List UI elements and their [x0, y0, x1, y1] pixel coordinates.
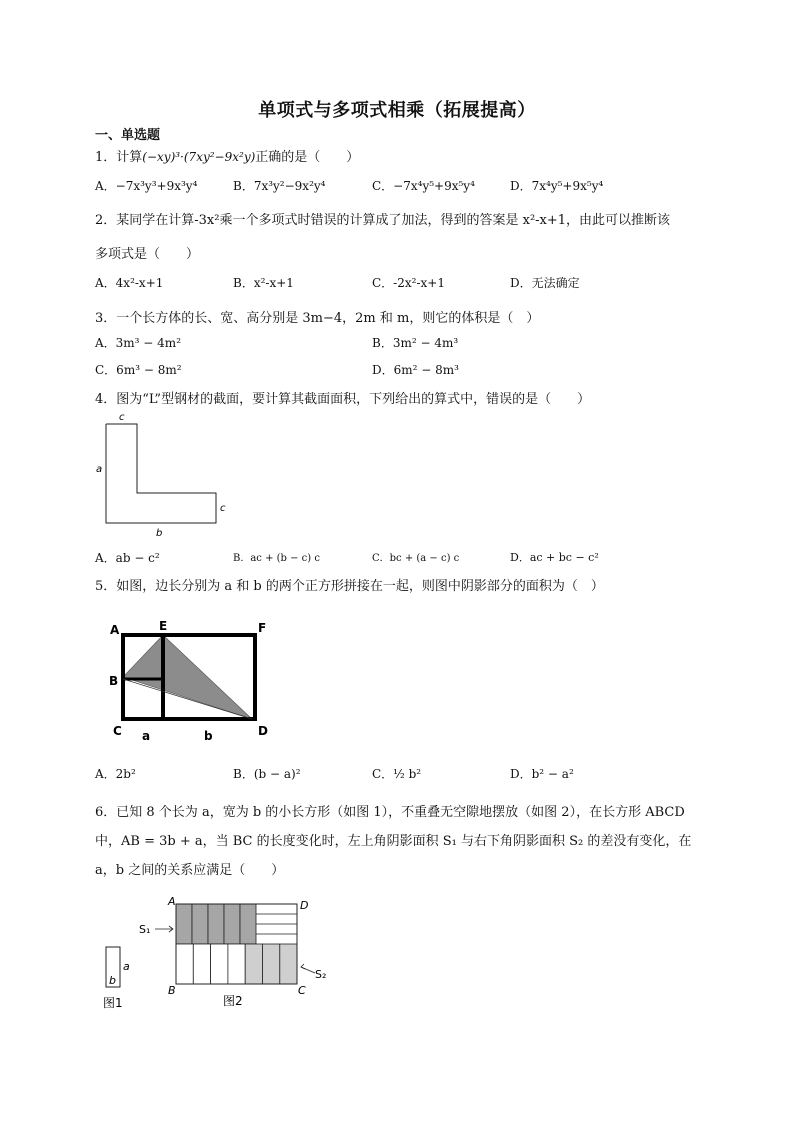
point-label-e: E — [159, 619, 168, 633]
two-squares-figure — [100, 612, 280, 747]
question-1 — [95, 146, 359, 165]
q2-stem-line1: 2．某同学在计算-3x²乘一个多项式时错误的计算成了加法，得到的答案是 x²-x+1，由此可以推断该 — [95, 213, 671, 228]
bottom-row-rects — [176, 944, 297, 984]
point-label-b: B — [109, 674, 119, 688]
q1-option-d[interactable]: D．7x⁴y⁵+9x⁵y⁴ — [510, 179, 604, 193]
shaded-rect-s1 — [208, 904, 224, 944]
l-label-left-a: a — [96, 464, 103, 475]
section-heading: 一、单选题 — [95, 128, 161, 143]
q4-stem: 4．图为“L”型钢材的截面，要计算其截面面积，下列给出的算式中，错误的是（ ） — [95, 392, 591, 407]
blank-rect — [176, 944, 193, 984]
point-label-c: C — [113, 724, 122, 738]
fig2-caption: 图2 — [223, 994, 243, 1008]
blank-rect — [193, 944, 210, 984]
q4-option-b[interactable]: B．ac + (b − c) c — [233, 553, 320, 564]
q5-option-c[interactable]: C．½ b² — [372, 767, 422, 781]
q3-stem: 3．一个长方体的长、宽、高分别是 3m−4，2m 和 m，则它的体积是（ ） — [95, 311, 540, 326]
q6-stem-line3: a，b 之间的关系应满足（ ） — [95, 863, 285, 878]
fig2-label-d: D — [300, 899, 309, 912]
q1-option-b[interactable]: B．7x³y²−9x²y⁴ — [233, 179, 326, 193]
side-label-a: a — [142, 729, 151, 743]
q3-option-a[interactable]: A．3m³ − 4m² — [95, 336, 181, 350]
l-label-bottom-b: b — [156, 528, 163, 539]
figure-2 — [135, 893, 350, 1013]
q2-option-b[interactable]: B．x²-x+1 — [233, 276, 294, 290]
top-right-stripes — [256, 914, 297, 934]
q3-option-b[interactable]: B．3m² − 4m³ — [372, 336, 459, 350]
q5-stem: 5．如图，边长分别为 a 和 b 的两个正方形拼接在一起，则图中阴影部分的面积为（ ） — [95, 579, 604, 594]
fig2-label-b: B — [168, 984, 176, 997]
point-label-d: D — [258, 724, 268, 738]
q1-expression: (−xy)³·(7xy²−9x²y) — [142, 150, 256, 164]
shaded-rect-s2 — [263, 944, 280, 984]
fig2-label-a: A — [168, 895, 176, 908]
side-label-b: b — [204, 729, 213, 743]
q4-option-c[interactable]: C．bc + (a − c) c — [372, 553, 460, 564]
q1-option-c[interactable]: C．−7x⁴y⁵+9x⁵y⁴ — [372, 179, 475, 193]
fig1-label-a: a — [123, 960, 130, 973]
q2-option-c[interactable]: C．-2x²-x+1 — [372, 276, 445, 290]
fig1-label-b: b — [109, 974, 116, 987]
label-s2: S₂ — [315, 968, 327, 981]
q5-option-b[interactable]: B．(b − a)² — [233, 767, 301, 781]
shaded-rect-s1 — [240, 904, 256, 944]
point-label-a: A — [110, 623, 120, 637]
l-shape-outline — [106, 424, 216, 523]
q4-option-d[interactable]: D．ac + bc − c² — [510, 551, 599, 564]
q2-option-a[interactable]: A．4x²-x+1 — [95, 276, 164, 290]
point-label-f: F — [258, 621, 267, 635]
q2-option-d[interactable]: D．无法确定 — [510, 276, 580, 290]
fig1-caption: 图1 — [103, 996, 123, 1010]
q6-stem-line2: 中，AB = 3b + a，当 BC 的长度变化时，左上角阴影面积 S₁ 与右下角阴影面积 S₂ 的差没有变化，在 — [95, 834, 692, 849]
q1-option-a[interactable]: A．−7x³y³+9x³y⁴ — [95, 179, 198, 193]
page-title: 单项式与多项式相乘（拓展提高） — [258, 100, 536, 121]
shaded-rect-s1 — [192, 904, 208, 944]
shaded-rect-s2 — [245, 944, 262, 984]
q5-option-d[interactable]: D．b² − a² — [510, 767, 574, 781]
q4-option-a[interactable]: A．ab − c² — [95, 551, 160, 565]
shaded-triangle — [123, 635, 252, 719]
shaded-rect-s1 — [176, 904, 192, 944]
q5-option-a[interactable]: A．2b² — [95, 767, 136, 781]
q3-option-c[interactable]: C．6m³ − 8m² — [95, 363, 182, 377]
blank-rect — [211, 944, 228, 984]
fig2-label-c: C — [298, 984, 306, 997]
label-s1: S₁ — [139, 923, 151, 936]
q2-stem-line2: 多项式是（ ） — [95, 247, 200, 262]
l-label-right-c: c — [220, 503, 226, 514]
q1-stem-post: 正确的是（ ） — [255, 150, 360, 165]
l-label-top-c: c — [119, 412, 125, 423]
shaded-rect-s1 — [224, 904, 240, 944]
q1-stem-pre: 1．计算 — [95, 150, 143, 165]
q6-stem-line1: 6．已知 8 个长为 a，宽为 b 的小长方形（如图 1），不重叠无空隙地摆放（如图 2），在长方形 ABCD — [95, 805, 685, 820]
l-shape-figure — [90, 408, 240, 539]
top-left-shaded-rects — [176, 904, 256, 944]
shaded-rect-s2 — [280, 944, 297, 984]
q3-option-d[interactable]: D．6m² − 8m³ — [372, 363, 459, 377]
blank-rect — [228, 944, 245, 984]
